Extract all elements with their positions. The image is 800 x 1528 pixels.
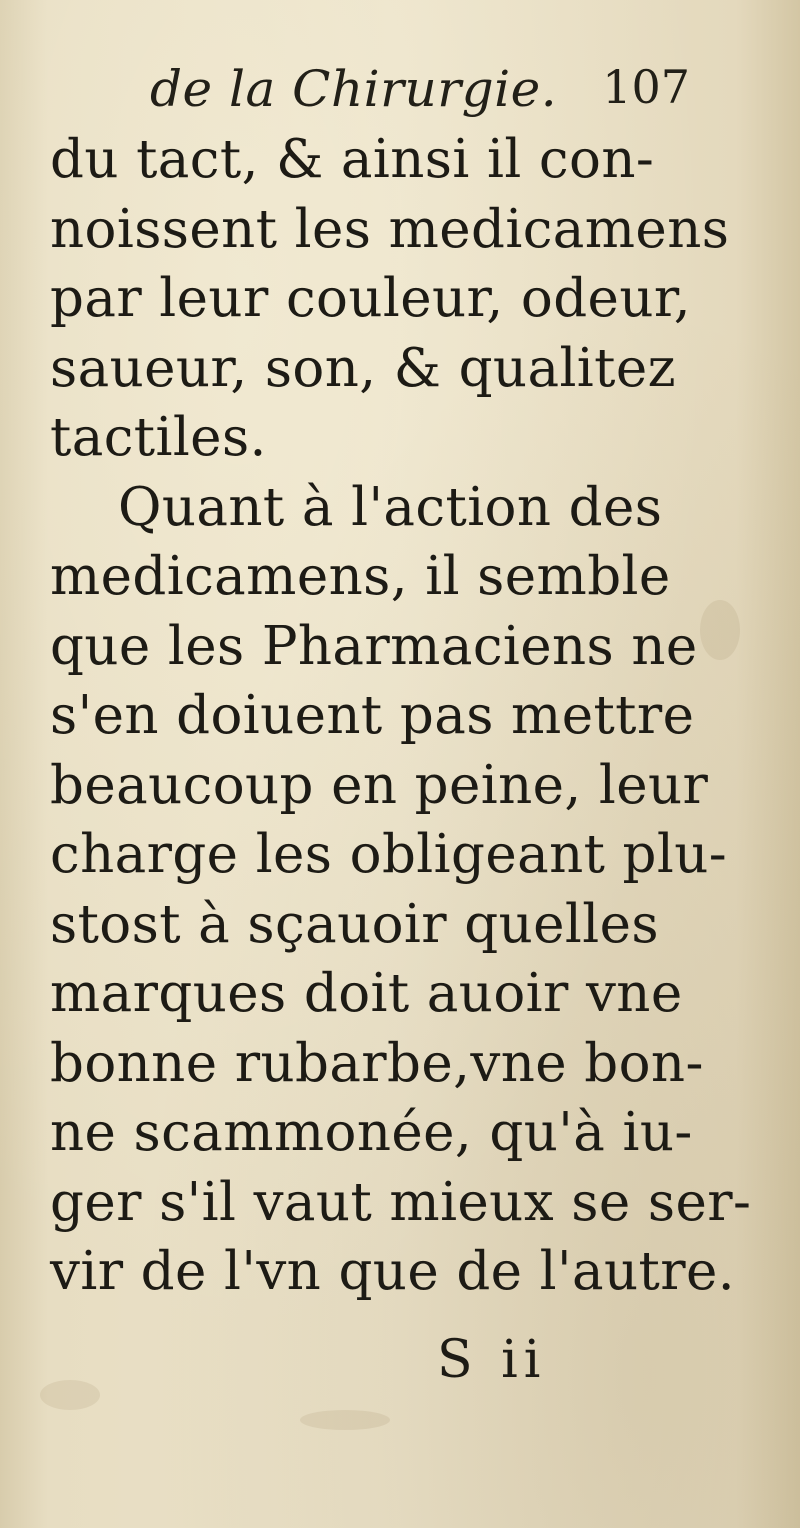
text-line: que les Pharmaciens ne — [50, 615, 698, 677]
text-line: par leur couleur, odeur, — [50, 268, 692, 329]
signature-mark: S ii — [437, 1330, 547, 1390]
text-line: s'en doiuent pas mettre — [50, 685, 695, 746]
body-text — [50, 125, 752, 1307]
running-title: de la Chirurgie. — [150, 60, 558, 118]
text-line: ger s'il vaut mieux se ser- — [50, 1171, 752, 1233]
text-line: du tact, & ainsi il con- — [50, 129, 655, 190]
text-line: saueur, son, & qualitez — [50, 337, 676, 399]
text-line: vir de l'vn que de l'autre. — [50, 1241, 735, 1302]
paper-stain — [300, 1410, 390, 1430]
text-line: medicamens, il semble — [50, 546, 671, 607]
paper-stain — [40, 1380, 100, 1410]
text-line: charge les obligeant plu- — [50, 824, 728, 885]
page-header — [150, 60, 690, 130]
text-line: stost à sçauoir quelles — [50, 893, 659, 955]
text-line: tactiles. — [50, 407, 267, 468]
page-number: 107 — [602, 60, 690, 114]
text-line: marques doit auoir vne — [50, 963, 683, 1024]
text-line: beaucoup en peine, leur — [50, 754, 709, 816]
paper-stain — [700, 600, 740, 660]
text-line: Quant à l'action des — [118, 476, 663, 538]
text-line: bonne rubarbe,vne bon- — [50, 1032, 704, 1094]
text-line: noissent les medicamens — [50, 198, 730, 260]
text-line: ne scammonée, qu'à iu- — [50, 1102, 693, 1163]
